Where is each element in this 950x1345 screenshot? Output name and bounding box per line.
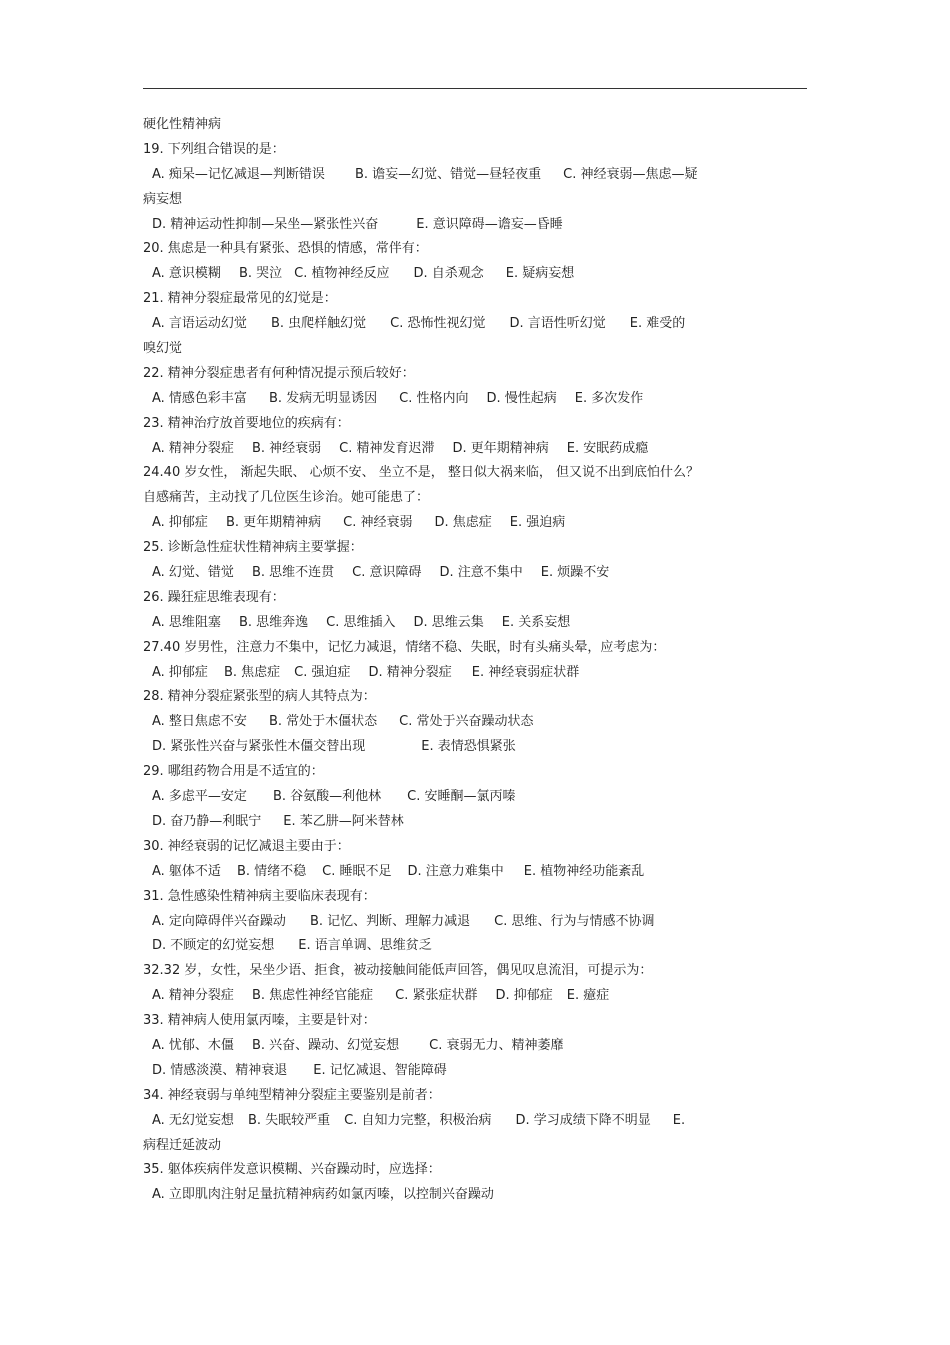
option-a: A. 定向障碍伴兴奋躁动 xyxy=(152,913,286,929)
option-a: A. 整日焦虑不安 xyxy=(152,714,247,730)
question-26-stem: 26. 躁狂症思维表现有： xyxy=(143,589,285,605)
question-33-options-cont xyxy=(143,1059,807,1084)
option-c: C. 性格内向 xyxy=(399,390,469,406)
option-d: D. 情感淡漠、精神衰退 xyxy=(152,1062,288,1078)
option-e: E. 语言单调、思维贫乏 xyxy=(298,938,432,954)
question-24-stem-cont: 自感痛苦，主动找了几位医生诊治。她可能患了： xyxy=(143,490,430,506)
option-a: A. 情感色彩丰富 xyxy=(152,390,247,406)
option-a: A. 精神分裂症 xyxy=(152,988,234,1004)
option-c: C. 自知力完整，积极治病 xyxy=(344,1112,492,1128)
question-20-options xyxy=(143,262,807,287)
question-22-stem: 22. 精神分裂症患者有何种情况提示预后较好： xyxy=(143,365,415,381)
option-c: C. 植物神经反应 xyxy=(294,266,390,282)
option-a: A. 幻觉、错觉 xyxy=(152,565,234,581)
option-c: C. 安睡酮—氯丙嗪 xyxy=(407,789,516,805)
question-34-options xyxy=(143,1109,807,1134)
question-24-options xyxy=(143,511,807,536)
question-23-stem: 23. 精神治疗放首要地位的疾病有： xyxy=(143,415,350,431)
option-d: D. 言语性听幻觉 xyxy=(509,316,606,332)
option-a: A. 无幻觉妄想 xyxy=(152,1112,234,1128)
option-d: D. 不顾定的幻觉妄想 xyxy=(152,938,275,954)
option-d: D. 焦虑症 xyxy=(434,515,492,531)
question-28-stem: 28. 精神分裂症紧张型的病人其特点为： xyxy=(143,689,376,705)
option-d: D. 精神运动性抑制—呆坐—紧张性兴奋 xyxy=(152,216,379,232)
option-b: B. 思维不连贯 xyxy=(251,565,335,581)
option-d: D. 慢性起病 xyxy=(486,390,557,406)
option-b: B. 常处于木僵状态 xyxy=(268,714,378,730)
question-31-options-cont xyxy=(143,934,807,959)
option-b: B. 谵妄—幻觉、错觉—昼轻夜重 xyxy=(354,166,542,182)
question-32-options xyxy=(143,984,807,1009)
option-e: E. 关系妄想 xyxy=(501,614,571,630)
option-c: C. 恐怖性视幻觉 xyxy=(390,316,486,332)
question-19-options-cont xyxy=(143,213,807,238)
option-a: A. 立即肌肉注射足量抗精神病药如氯丙嗪，以控制兴奋躁动 xyxy=(152,1187,494,1203)
option-e: E. 强迫病 xyxy=(509,515,566,531)
option-e: E. 癔症 xyxy=(566,988,610,1004)
option-b: B. 记忆、判断、理解力减退 xyxy=(309,913,471,929)
option-b: B. 谷氨酸—利他林 xyxy=(272,789,382,805)
option-a: A. 意识模糊 xyxy=(152,266,221,282)
question-35-options xyxy=(143,1183,807,1208)
option-e: E. 安眠药成瘾 xyxy=(566,440,649,456)
question-28-options-cont xyxy=(143,735,807,760)
option-c: C. 睡眠不足 xyxy=(322,863,392,879)
question-28-options xyxy=(143,710,807,735)
text-line: 嗅幻觉 xyxy=(143,341,183,357)
option-c: C. 强迫症 xyxy=(294,664,351,680)
option-b: B. 失眠较严重 xyxy=(247,1112,331,1128)
question-20-stem: 20. 焦虑是一种具有紧张、恐惧的情感，常伴有： xyxy=(143,241,428,257)
option-b: B. 哭泣 xyxy=(238,266,283,282)
option-d: D. 抑郁症 xyxy=(495,988,553,1004)
question-31-stem: 31. 急性感染性精神病主要临床表现有： xyxy=(143,888,376,904)
question-25-stem: 25. 诊断急性症状性精神病主要掌握： xyxy=(143,540,363,556)
text-line: 病程迁延波动 xyxy=(143,1137,222,1153)
option-c: C. 紧张症状群 xyxy=(395,988,478,1004)
option-b: B. 思维奔逸 xyxy=(238,614,309,630)
question-23-options xyxy=(143,437,807,462)
option-c: C. 意识障碍 xyxy=(352,565,422,581)
text-line: 病妄想 xyxy=(143,191,183,207)
option-a: A. 精神分裂症 xyxy=(152,440,234,456)
question-22-options xyxy=(143,387,807,412)
option-a: A. 多虑平—安定 xyxy=(152,789,247,805)
header-rule xyxy=(143,88,807,89)
question-21-stem: 21. 精神分裂症最常见的幻觉是： xyxy=(143,291,337,307)
option-c: C. 神经衰弱 xyxy=(343,515,413,531)
option-b: B. 虫爬样触幻觉 xyxy=(270,316,367,332)
question-29-stem: 29. 哪组药物合用是不适宜的： xyxy=(143,764,324,780)
question-30-stem: 30. 神经衰弱的记忆减退主要由于： xyxy=(143,838,350,854)
option-a: A. 痴呆—记忆减退—判断错误 xyxy=(152,166,325,182)
option-e: E. 苯乙肼—阿米替林 xyxy=(283,813,404,829)
question-27-stem: 27.40 岁男性，注意力不集中，记忆力减退，情绪不稳、失眠，时有头痛头晕，应考虑为： xyxy=(143,639,666,655)
option-e: E. 意识障碍—谵妄—昏睡 xyxy=(416,216,563,232)
option-d: D. 精神分裂症 xyxy=(368,664,452,680)
document-body xyxy=(143,113,807,1208)
option-a: A. 忧郁、木僵 xyxy=(152,1037,234,1053)
option-e: E. 表情恐惧紧张 xyxy=(421,739,516,755)
option-b: B. 焦虑性神经官能症 xyxy=(251,988,374,1004)
option-c: C. 思维、行为与情感不协调 xyxy=(494,913,655,929)
option-c: C. 精神发育迟滞 xyxy=(339,440,435,456)
option-d: D. 注意力难集中 xyxy=(407,863,504,879)
question-19-stem: 19. 下列组合错误的是： xyxy=(143,141,285,157)
option-e: E. 记忆减退、智能障碍 xyxy=(313,1062,447,1078)
question-31-options xyxy=(143,910,807,935)
option-e: E. 植物神经功能紊乱 xyxy=(523,863,645,879)
question-34-stem: 34. 神经衰弱与单纯型精神分裂症主要鉴别是前者： xyxy=(143,1087,441,1103)
option-a: A. 抑郁症 xyxy=(152,664,208,680)
question-35-stem: 35. 躯体疾病伴发意识模糊、兴奋躁动时，应选择： xyxy=(143,1162,441,1178)
option-d: D. 注意不集中 xyxy=(439,565,523,581)
option-d: D. 学习成绩下降不明显 xyxy=(515,1112,651,1128)
option-a: A. 思维阻塞 xyxy=(152,614,221,630)
option-b: B. 兴奋、躁动、幻觉妄想 xyxy=(251,1037,400,1053)
option-d: D. 更年期精神病 xyxy=(452,440,549,456)
question-24-stem: 24.40 岁女性， 渐起失眠、 心烦不安、 坐立不是， 整日似大祸来临， 但又说不出到底怕什么？ xyxy=(143,465,700,481)
option-e: E. 神经衰弱症状群 xyxy=(471,664,580,680)
question-33-stem: 33. 精神病人使用氯丙嗪，主要是针对： xyxy=(143,1013,376,1029)
option-a: A. 躯体不适 xyxy=(152,863,221,879)
option-e: E. 疑病妄想 xyxy=(505,266,575,282)
option-e: E. 多次发作 xyxy=(574,390,644,406)
question-26-options xyxy=(143,611,807,636)
option-c: C. 思维插入 xyxy=(326,614,396,630)
option-b: B. 焦虑症 xyxy=(223,664,281,680)
question-27-options xyxy=(143,661,807,686)
option-d: D. 紧张性兴奋与紧张性木僵交替出现 xyxy=(152,739,366,755)
question-25-options xyxy=(143,561,807,586)
option-b: B. 更年期精神病 xyxy=(225,515,322,531)
option-b: B. 情绪不稳 xyxy=(236,863,307,879)
question-30-options xyxy=(143,860,807,885)
question-29-options xyxy=(143,785,807,810)
text-line: 硬化性精神病 xyxy=(143,117,222,132)
question-21-options xyxy=(143,312,807,337)
option-b: B. 发病无明显诱因 xyxy=(268,390,378,406)
question-32-stem: 32.32 岁，女性，呆坐少语、拒食，被动接触间能低声回答，偶见叹息流泪，可提示为： xyxy=(143,963,653,979)
question-33-options xyxy=(143,1034,807,1059)
option-d: D. 思维云集 xyxy=(413,614,484,630)
option-d: D. 奋乃静—利眠宁 xyxy=(152,813,262,829)
question-29-options-cont xyxy=(143,810,807,835)
option-a: A. 言语运动幻觉 xyxy=(152,316,247,332)
question-19-options xyxy=(143,163,807,188)
option-e: E. 难受的 xyxy=(629,316,686,332)
option-e: E. xyxy=(672,1112,686,1128)
option-c: C. 神经衰弱—焦虑—疑 xyxy=(563,166,698,182)
option-d: D. 自杀观念 xyxy=(413,266,484,282)
option-c: C. 常处于兴奋躁动状态 xyxy=(399,714,534,730)
option-a: A. 抑郁症 xyxy=(152,515,208,531)
option-e: E. 烦躁不安 xyxy=(540,565,610,581)
option-c: C. 衰弱无力、精神萎靡 xyxy=(429,1037,564,1053)
option-b: B. 神经衰弱 xyxy=(251,440,322,456)
